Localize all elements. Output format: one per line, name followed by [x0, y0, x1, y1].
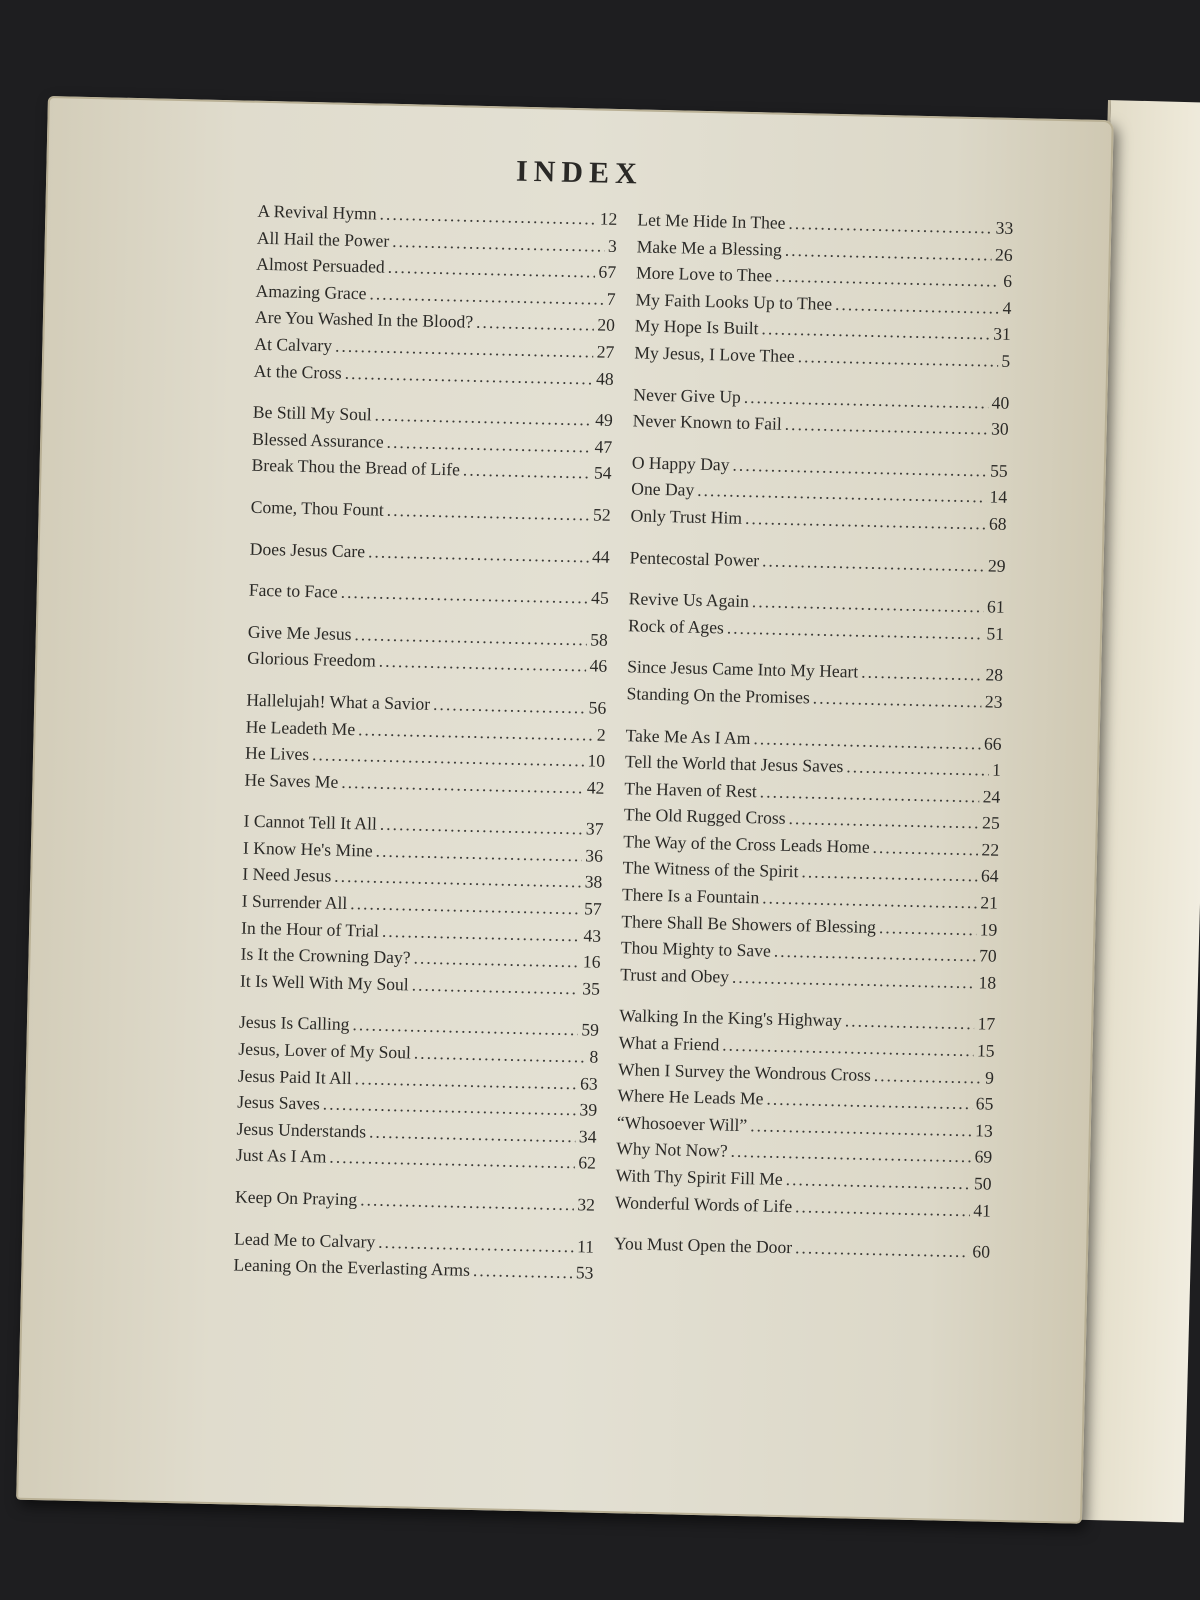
dot-leader: [797, 346, 998, 372]
dot-leader: [730, 1141, 971, 1167]
index-letter-group: [247, 621, 608, 682]
page-number: 38: [584, 871, 603, 893]
dot-leader: [392, 230, 605, 256]
hymn-title: Is It the Crowning Day?: [240, 943, 411, 968]
dot-leader: [732, 454, 987, 481]
dot-leader: [732, 967, 976, 994]
hymn-title: Face to Face: [248, 579, 338, 602]
hymn-title: Keep On Praying: [234, 1186, 358, 1210]
hymn-title: There Is a Fountain: [621, 884, 760, 908]
dot-leader: [354, 624, 587, 650]
hymn-title: At Calvary: [254, 333, 333, 356]
page-number: 14: [989, 486, 1008, 508]
index-letter-group: [240, 811, 604, 1005]
page-number: 23: [984, 691, 1003, 712]
hymn-title: Glorious Freedom: [247, 647, 377, 671]
dot-leader: [352, 1015, 578, 1041]
index-letter-group: [628, 588, 1005, 650]
dot-leader: [380, 814, 584, 840]
hymn-title: You Must Open the Door: [613, 1233, 793, 1258]
page-number: 70: [978, 945, 997, 966]
index-entry: [250, 497, 611, 532]
hymn-title: Give Me Jesus: [247, 621, 352, 644]
dot-leader: [750, 1115, 972, 1141]
page-number: 5: [1001, 350, 1011, 371]
page-number: 52: [592, 504, 611, 525]
hymn-title: O Happy Day: [631, 452, 730, 475]
page-number: 33: [995, 217, 1014, 238]
hymn-title: Jesus Saves: [237, 1091, 321, 1114]
hymn-title: The Haven of Rest: [624, 777, 758, 801]
page-number: 29: [987, 554, 1006, 576]
hymn-title: With Thy Spirit Fill Me: [615, 1165, 783, 1189]
page-number: 51: [986, 623, 1005, 644]
dot-leader: [785, 239, 993, 265]
page-number: 7: [606, 288, 616, 309]
dot-leader: [386, 432, 591, 458]
hymn-title: He Lives: [244, 742, 310, 765]
dot-leader: [341, 772, 584, 798]
index-letter-group: [248, 580, 609, 615]
dot-leader: [323, 1094, 577, 1121]
index-column-left: [233, 201, 618, 1305]
page-number: 36: [585, 845, 604, 866]
dot-leader: [368, 541, 589, 567]
hymn-title: What a Friend: [618, 1032, 720, 1055]
index-letter-group: [251, 402, 613, 490]
hymn-title: The Witness of the Spirit: [622, 857, 799, 882]
dot-leader: [795, 1237, 970, 1262]
page-number: 62: [578, 1152, 597, 1174]
index-letter-group: [614, 1233, 991, 1268]
page-number: 42: [586, 777, 605, 798]
dot-leader: [358, 719, 594, 745]
index-letter-group: [620, 725, 1002, 999]
page-number: 3: [607, 235, 617, 256]
hymn-title: “Whosoever Will”: [616, 1111, 748, 1135]
hymn-title: Standing On the Promises: [626, 683, 811, 708]
dot-leader: [753, 728, 981, 754]
hymn-title: Almost Persuaded: [256, 253, 385, 277]
hymn-title: The Way of the Cross Leads Home: [623, 831, 870, 857]
dot-leader: [785, 1169, 971, 1194]
index-entry: [629, 547, 1006, 582]
page-number: 68: [988, 513, 1007, 534]
dot-leader: [334, 866, 582, 893]
page-number: 30: [990, 418, 1009, 440]
dot-leader: [369, 283, 604, 309]
dot-leader: [463, 460, 592, 484]
page-number: 61: [986, 596, 1005, 617]
dot-leader: [762, 550, 985, 576]
page-number: 2: [596, 724, 606, 745]
index-entry: [614, 1233, 991, 1268]
index-letter-group: [244, 690, 606, 805]
page-number: 12: [599, 208, 618, 229]
dot-leader: [354, 1068, 577, 1094]
hymn-title: My Hope Is Built: [634, 315, 759, 339]
hymn-title: Tell the World that Jesus Saves: [624, 751, 844, 777]
hymn-title: In the Hour of Trial: [240, 917, 380, 941]
dot-leader: [845, 1011, 975, 1035]
index-letter-group: [249, 538, 610, 573]
page-number: 21: [980, 892, 999, 913]
hymn-title: Does Jesus Care: [249, 538, 366, 561]
page-number: 47: [594, 436, 613, 457]
dot-leader: [761, 319, 990, 345]
hymn-title: When I Survey the Wondrous Cross: [617, 1058, 872, 1085]
page-number: 32: [577, 1194, 596, 1215]
hymn-title: More Love to Thee: [635, 262, 773, 286]
page-number: 1: [991, 759, 1002, 780]
dot-leader: [345, 362, 594, 389]
index-letter-group: [629, 547, 1006, 582]
page-number: 64: [980, 865, 999, 887]
hymn-title: Jesus, Lover of My Soul: [238, 1038, 412, 1063]
dot-leader: [414, 1043, 587, 1068]
hymn-title: He Saves Me: [244, 769, 339, 792]
hymn-title: Take Me As I Am: [625, 724, 751, 748]
index-letter-group: [615, 1006, 996, 1227]
page-number: 13: [974, 1120, 993, 1141]
dot-leader: [788, 213, 993, 239]
page-number: 22: [981, 839, 1000, 860]
hymn-title: Trust and Obey: [619, 964, 730, 987]
index-letter-group: [630, 452, 1008, 540]
dot-leader: [340, 582, 588, 609]
hymn-title: Lead Me to Calvary: [233, 1228, 376, 1252]
dot-leader: [762, 887, 978, 913]
page-number: 34: [578, 1126, 597, 1147]
page-number: 26: [994, 244, 1013, 265]
page-number: 15: [976, 1040, 995, 1061]
dot-leader: [378, 1231, 574, 1256]
page-number: 46: [589, 655, 608, 677]
page-number: 55: [989, 460, 1008, 481]
hymn-title: Never Known to Fail: [632, 410, 783, 434]
dot-leader: [473, 1260, 573, 1283]
hymn-title: My Jesus, I Love Thee: [634, 342, 795, 366]
page-number: 8: [589, 1046, 599, 1067]
dot-leader: [374, 405, 592, 431]
dot-leader: [744, 386, 989, 413]
dot-leader: [382, 920, 581, 946]
page-number: 59: [581, 1019, 600, 1041]
index-column-right: [613, 209, 1013, 1283]
hymn-title: It Is Well With My Soul: [239, 970, 409, 995]
dot-leader: [788, 808, 979, 833]
page-number: 4: [1002, 297, 1012, 318]
dot-leader: [872, 837, 978, 860]
hymn-title: Be Still My Soul: [252, 401, 372, 425]
hymn-title: My Faith Looks Up to Thee: [635, 289, 833, 314]
page-number: 54: [593, 462, 612, 484]
page-number: 45: [590, 587, 609, 608]
page-number: 56: [588, 697, 607, 718]
dot-leader: [775, 266, 1001, 292]
hymn-title: Just As I Am: [235, 1144, 327, 1167]
hymn-title: Make Me a Blessing: [636, 235, 783, 260]
page-number: 39: [579, 1099, 598, 1120]
index-page: [16, 96, 1114, 1524]
dot-leader: [760, 781, 980, 807]
page-number: 31: [993, 323, 1012, 345]
dot-leader: [335, 336, 594, 363]
index-title: INDEX: [515, 154, 644, 191]
hymn-title: Only Trust Him: [630, 505, 743, 528]
page-number: 6: [1003, 270, 1013, 292]
hymn-title: Since Jesus Came Into My Heart: [626, 656, 859, 682]
page-number: 11: [576, 1235, 595, 1257]
hymn-title: He Leadeth Me: [245, 716, 356, 739]
dot-leader: [879, 917, 977, 940]
page-number: 18: [978, 972, 997, 993]
page-number: 43: [583, 925, 602, 946]
hymn-title: Rock of Ages: [627, 615, 725, 638]
dot-leader: [387, 257, 595, 283]
dot-leader: [835, 294, 1000, 319]
page-number: 27: [596, 341, 615, 362]
index-letter-group: [233, 1228, 594, 1289]
page-number: 16: [582, 951, 601, 973]
page-number: 50: [973, 1173, 992, 1194]
hymn-title: A Revival Hymn: [257, 200, 377, 224]
dot-leader: [774, 941, 977, 967]
page-number: 53: [575, 1262, 594, 1283]
hymn-title: Break Thou the Bread of Life: [251, 455, 461, 480]
page-number: 44: [591, 545, 610, 567]
index-letter-group: [236, 1012, 600, 1180]
hymn-title: Come, Thou Fount: [250, 496, 385, 520]
hymn-title: Walking In the King's Highway: [619, 1005, 843, 1031]
hymn-title: Blessed Assurance: [252, 428, 384, 452]
hymn-title: Thou Mighty to Save: [620, 937, 772, 961]
page-number: 57: [583, 898, 602, 919]
index-entry: [235, 1187, 596, 1222]
index-entry: [249, 538, 610, 573]
page-number: 41: [973, 1199, 992, 1221]
page-number: 24: [982, 786, 1001, 807]
hymn-title: Revive Us Again: [628, 588, 750, 612]
dot-leader: [413, 948, 580, 973]
hymn-title: At the Cross: [253, 360, 343, 383]
dot-leader: [411, 974, 579, 999]
dot-leader: [360, 1189, 575, 1215]
page-number: 60: [972, 1241, 991, 1262]
dot-leader: [433, 694, 586, 718]
page-number: 25: [981, 812, 1000, 834]
hymn-title: Pentecostal Power: [629, 546, 760, 570]
page-number: 65: [975, 1093, 994, 1114]
dot-leader: [813, 687, 983, 712]
dot-leader: [722, 1035, 974, 1062]
dot-leader: [379, 651, 587, 677]
hymn-title: Jesus Is Calling: [238, 1012, 350, 1035]
hymn-title: The Old Rugged Cross: [623, 804, 786, 829]
hymn-title: One Day: [631, 478, 695, 501]
hymn-title: All Hail the Power: [256, 227, 390, 251]
index-letter-group: [632, 384, 1009, 446]
page-number: 37: [585, 818, 604, 840]
index-letter-group: [253, 201, 617, 395]
hymn-title: Where He Leads Me: [617, 1085, 764, 1109]
index-entry: [248, 580, 609, 615]
index-letter-group: [235, 1187, 596, 1222]
dot-leader: [795, 1196, 971, 1221]
dot-leader: [375, 841, 582, 867]
dot-leader: [745, 508, 986, 534]
hymn-title: Never Give Up: [633, 383, 742, 407]
page-number: 58: [589, 629, 609, 650]
index-letter-group: [626, 657, 1003, 719]
hymn-title: I Surrender All: [241, 890, 348, 914]
page-number: 63: [579, 1072, 598, 1094]
dot-leader: [861, 662, 983, 686]
dot-leader: [379, 204, 597, 230]
hymn-title: Hallelujah! What a Savior: [246, 689, 431, 714]
hymn-title: There Shall Be Showers of Blessing: [621, 910, 877, 937]
page-number: 67: [598, 261, 617, 283]
page-number: 20: [597, 314, 616, 336]
page-number: 9: [984, 1067, 995, 1088]
page-number: 17: [977, 1013, 996, 1035]
hymn-title: Leaning On the Everlasting Arms: [233, 1254, 471, 1281]
hymn-title: I Know He's Mine: [242, 837, 373, 861]
dot-leader: [752, 591, 985, 617]
dot-leader: [766, 1089, 973, 1115]
hymn-title: Jesus Paid It All: [237, 1065, 352, 1088]
dot-leader: [874, 1065, 983, 1088]
hymn-title: Wonderful Words of Life: [614, 1191, 793, 1216]
page-number: 48: [595, 368, 614, 389]
page-number: 19: [979, 919, 998, 940]
dot-leader: [350, 893, 581, 919]
page-number: 10: [587, 750, 606, 771]
dot-leader: [329, 1147, 575, 1174]
page-number: 28: [985, 664, 1004, 686]
hymn-title: I Need Jesus: [242, 864, 332, 887]
dot-leader: [801, 862, 978, 887]
dot-leader: [476, 312, 595, 336]
hymn-title: Why Not Now?: [616, 1138, 728, 1162]
dot-leader: [785, 414, 989, 440]
index-letter-group: [634, 209, 1014, 377]
hymn-title: Are You Washed In the Blood?: [254, 307, 474, 333]
page-number: 66: [983, 732, 1002, 754]
hymn-title: Amazing Grace: [255, 280, 367, 304]
dot-leader: [387, 500, 591, 526]
dot-leader: [369, 1121, 576, 1147]
index-letter-group: [250, 497, 611, 532]
page-number: 35: [582, 978, 601, 999]
page-number: 69: [974, 1146, 993, 1168]
dot-leader: [727, 617, 984, 644]
hymn-title: I Cannot Tell It All: [243, 810, 378, 834]
page-number: 40: [991, 392, 1010, 413]
page-number: 49: [594, 409, 614, 431]
hymn-title: Let Me Hide In Thee: [637, 209, 786, 233]
hymn-title: Jesus Understands: [236, 1118, 367, 1142]
dot-leader: [846, 756, 989, 780]
